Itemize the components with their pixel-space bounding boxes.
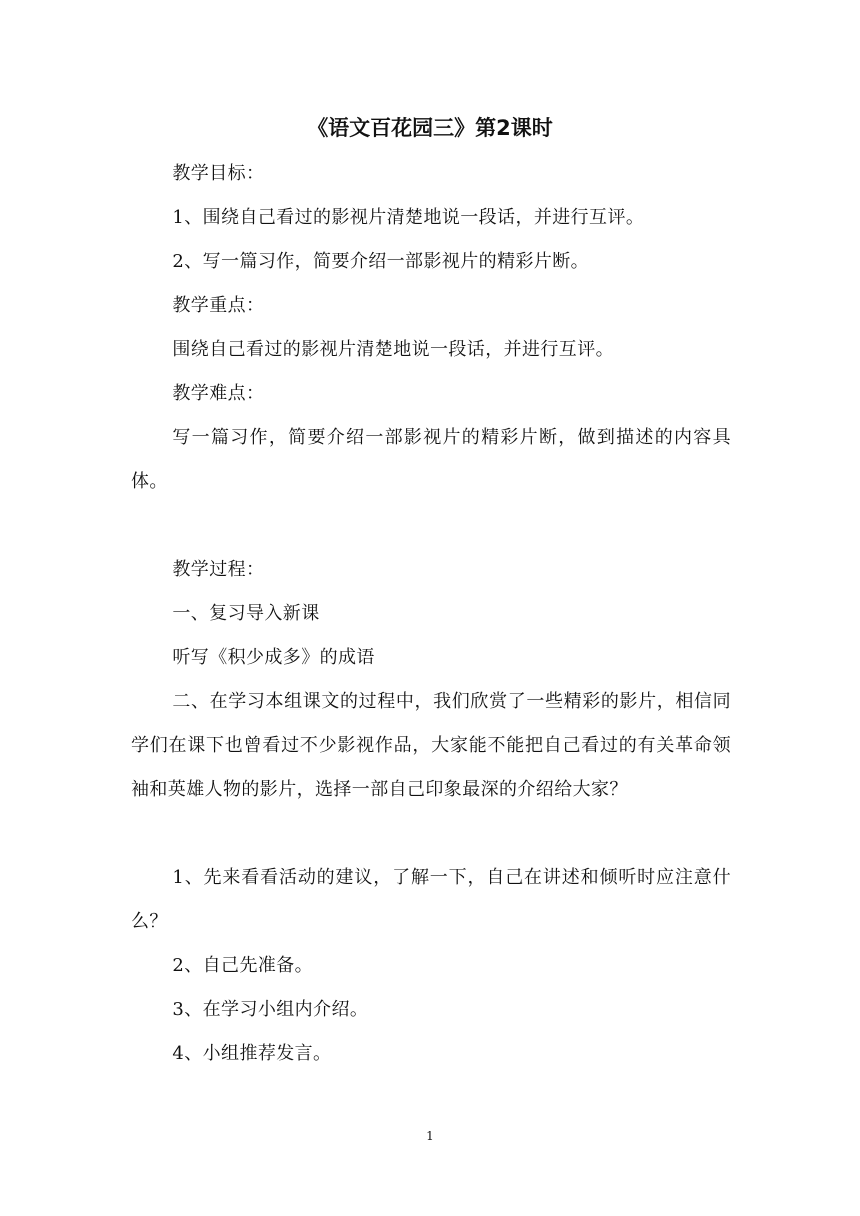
process-step: 听写《积少成多》的成语 (172, 647, 375, 668)
section-heading-objectives: 教学目标： (172, 163, 265, 184)
section-heading-key-points: 教学重点： (172, 295, 265, 316)
objective-item: 1、围绕自己看过的影视片清楚地说一段话，并进行互评。 (172, 207, 645, 228)
section-heading-process: 教学过程： (172, 559, 265, 580)
objective-item: 2、写一篇习作，简要介绍一部影视片的精彩片断。 (172, 251, 590, 272)
key-point-text: 围绕自己看过的影视片清楚地说一段话，并进行互评。 (172, 339, 614, 360)
process-step: 3、在学习小组内介绍。 (172, 999, 369, 1020)
process-step: 1、先来看看活动的建议，了解一下，自己在讲述和倾听时应注意什么？ (131, 867, 731, 932)
process-step: 一、复习导入新课 (172, 603, 320, 624)
section-heading-difficulties: 教学难点： (172, 383, 265, 404)
process-step: 4、小组推荐发言。 (172, 1043, 332, 1064)
difficulty-text: 写一篇习作，简要介绍一部影视片的精彩片断，做到描述的内容具体。 (131, 427, 731, 492)
document-title: 《语文百花园三》第2课时 (307, 116, 553, 140)
process-step: 二、在学习本组课文的过程中，我们欣赏了一些精彩的影片，相信同学们在课下也曾看过不少影视作品，大家能不能把自己看过的有关革命领袖和英雄人物的影片，选择一部自己印象最深的介绍给大家？ (131, 691, 731, 800)
process-step: 2、自己先准备。 (172, 955, 314, 976)
page-number: 1 (426, 1129, 434, 1143)
